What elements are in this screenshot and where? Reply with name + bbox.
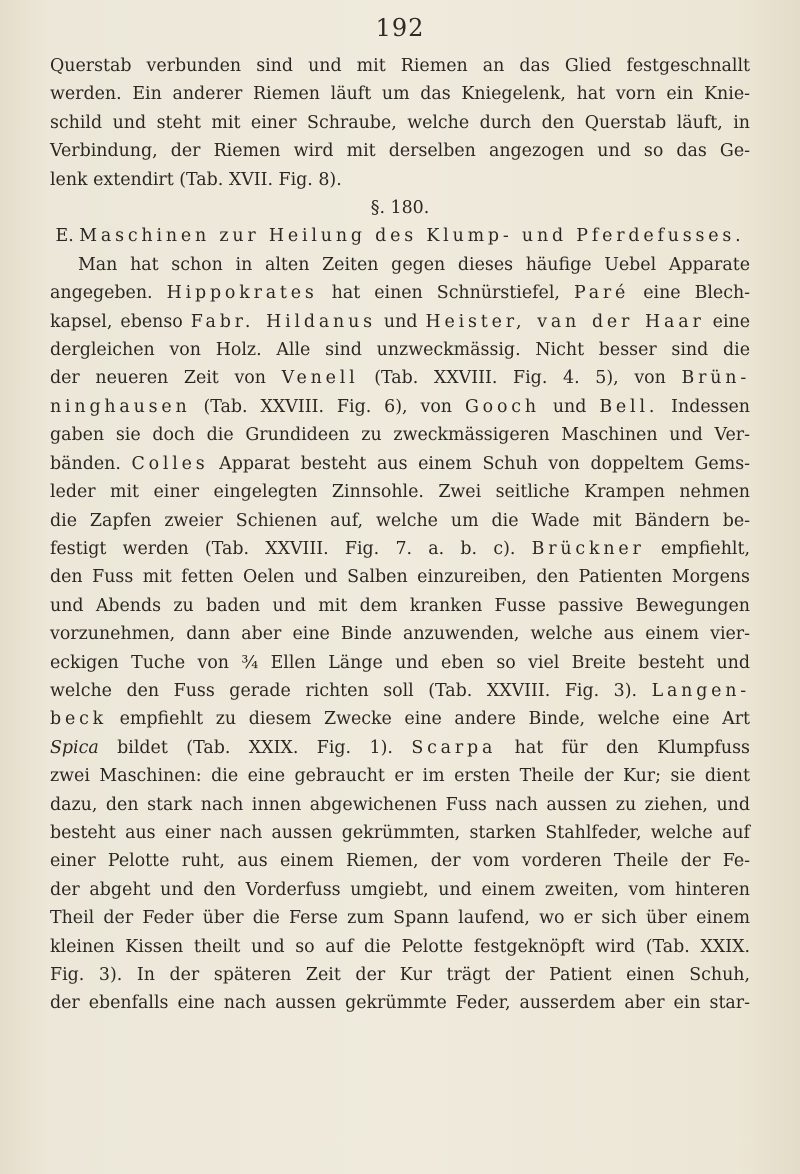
text-line-15: die Zapfen zweier Schienen auf, welche um die Wade mit Bändern be-	[50, 510, 750, 531]
text-line-20: eckigen Tuche von ¾ Ellen Länge und eben so viel Breite besteht und	[50, 652, 750, 673]
text-line-8	[50, 308, 750, 336]
text-line-13	[50, 450, 750, 478]
person-name: Bell.	[599, 396, 659, 417]
text-span: (Tab. XXVIII. Fig. 6), von	[203, 396, 452, 417]
text-line-1: Querstab verbunden sind und mit Riemen an das Glied festgeschnallt	[50, 56, 750, 76]
text-line-17: den Fuss mit fetten Oelen und Salben einzureiben, den Patienten Morgens	[50, 567, 750, 588]
text-span: angegeben.	[50, 283, 153, 304]
text-span: hat einen Schnürstiefel,	[331, 283, 560, 304]
text-line-5: lenk extendirt (Tab. XVII. Fig. 8).	[50, 169, 342, 190]
person-name: Brückner	[531, 538, 645, 559]
text-line-27: einer Pelotte ruht, aus einem Riemen, der vom vorderen Theile der Fe-	[50, 851, 750, 872]
section-heading	[50, 222, 750, 250]
person-name: Venell	[281, 368, 359, 389]
person-name: Gooch	[464, 396, 540, 417]
heading-title: Maschinen zur Heilung des Klump- und Pferdefusses.	[79, 226, 745, 247]
text-line-14: leder mit einer eingelegten Zinnsohle. Zwei seitliche Krampen nehmen	[50, 482, 750, 503]
text-span: eine Blech-	[643, 283, 751, 304]
text-line-10	[50, 364, 750, 392]
person-name: beck	[50, 709, 108, 730]
text-span: und	[383, 311, 418, 332]
text-line-19: vorzunehmen, dann aber eine Binde anzuwenden, welche aus einem vier-	[50, 624, 750, 645]
person-name: ninghausen	[50, 396, 191, 417]
text-span: welche den Fuss gerade richten soll (Tab. XXVIII. Fig. 3).	[50, 680, 638, 701]
text-span: und	[552, 396, 587, 417]
text-line-3: schild und steht mit einer Schraube, welche durch den Querstab läuft, in	[50, 112, 750, 133]
person-name: Colles	[131, 453, 209, 474]
text-line-21	[50, 677, 750, 705]
text-line-26: besteht aus einer nach aussen gekrümmten, starken Stahlfeder, welche auf	[50, 822, 750, 843]
text-span: bänden.	[50, 453, 121, 474]
text-line-6: Man hat schon in alten Zeiten gegen dieses häufige Uebel Apparate	[78, 254, 750, 275]
text-line-25: dazu, den stark nach innen abgewichenen Fuss nach aussen zu ziehen, und	[50, 794, 750, 815]
text-span: der neueren Zeit von	[50, 368, 266, 389]
person-name: Heister, van der Haar	[425, 311, 705, 332]
text-span: Indessen	[671, 396, 750, 417]
text-line-9: dergleichen von Holz. Alle sind unzweckmässig. Nicht besser sind die	[50, 340, 750, 361]
person-name: Paré	[573, 283, 630, 304]
text-line-2: werden. Ein anderer Riemen läuft um das Kniegelenk, hat vorn ein Knie-	[50, 84, 750, 105]
text-span: empfiehlt zu diesem Zwecke eine andere Binde, welche eine Art	[119, 709, 750, 730]
text-span: eine	[712, 311, 751, 332]
text-span: empfiehlt,	[660, 538, 750, 559]
body-text	[50, 52, 750, 1018]
text-span: hat für den Klumpfuss	[514, 737, 750, 758]
text-line-18: und Abends zu baden und mit dem kranken Fusse passive Bewegungen	[50, 595, 750, 616]
text-span: (Tab. XXVIII. Fig. 4. 5), von	[374, 368, 666, 389]
person-name: Brün-	[681, 368, 751, 389]
text-span: bildet (Tab. XXIX. Fig. 1).	[117, 737, 393, 758]
text-line-16	[50, 535, 750, 563]
text-line-12: gaben sie doch die Grundideen zu zweckmässigeren Maschinen und Ver-	[50, 425, 750, 446]
page-number: 192	[375, 14, 425, 42]
person-name: Hippokrates	[166, 283, 318, 304]
latin-term: Spica	[50, 737, 99, 758]
person-name: Fabr. Hildanus	[190, 311, 376, 332]
section-number: §. 180.	[370, 198, 430, 219]
text-line-30: kleinen Kissen theilt und so auf die Pelotte festgeknöpft wird (Tab. XXIX.	[50, 936, 750, 957]
text-line-32: der ebenfalls eine nach aussen gekrümmte Feder, ausserdem aber ein star-	[50, 993, 750, 1014]
person-name: Scarpa	[411, 737, 497, 758]
text-line-11	[50, 393, 750, 421]
heading-prefix: E.	[55, 226, 74, 247]
text-line-22	[50, 705, 750, 733]
text-line-7	[50, 279, 750, 307]
text-line-4: Verbindung, der Riemen wird mit derselben angezogen und so das Ge-	[50, 141, 750, 162]
text-line-31: Fig. 3). In der späteren Zeit der Kur trägt der Patient einen Schuh,	[50, 965, 750, 985]
person-name: Langen-	[651, 680, 751, 701]
text-line-24: zwei Maschinen: die eine gebraucht er im ersten Theile der Kur; sie dient	[50, 766, 750, 787]
text-span: festigt werden (Tab. XXVIII. Fig. 7. a. b. c).	[50, 538, 516, 559]
text-span: Apparat besteht aus einem Schuh von doppeltem Gems-	[219, 453, 750, 474]
text-line-28: der abgeht und den Vorderfuss umgiebt, und einem zweiten, vom hinteren	[50, 879, 750, 900]
text-span: kapsel, ebenso	[50, 311, 183, 332]
text-line-29: Theil der Feder über die Ferse zum Spann laufend, wo er sich über einem	[50, 908, 750, 929]
text-line-23	[50, 734, 750, 762]
